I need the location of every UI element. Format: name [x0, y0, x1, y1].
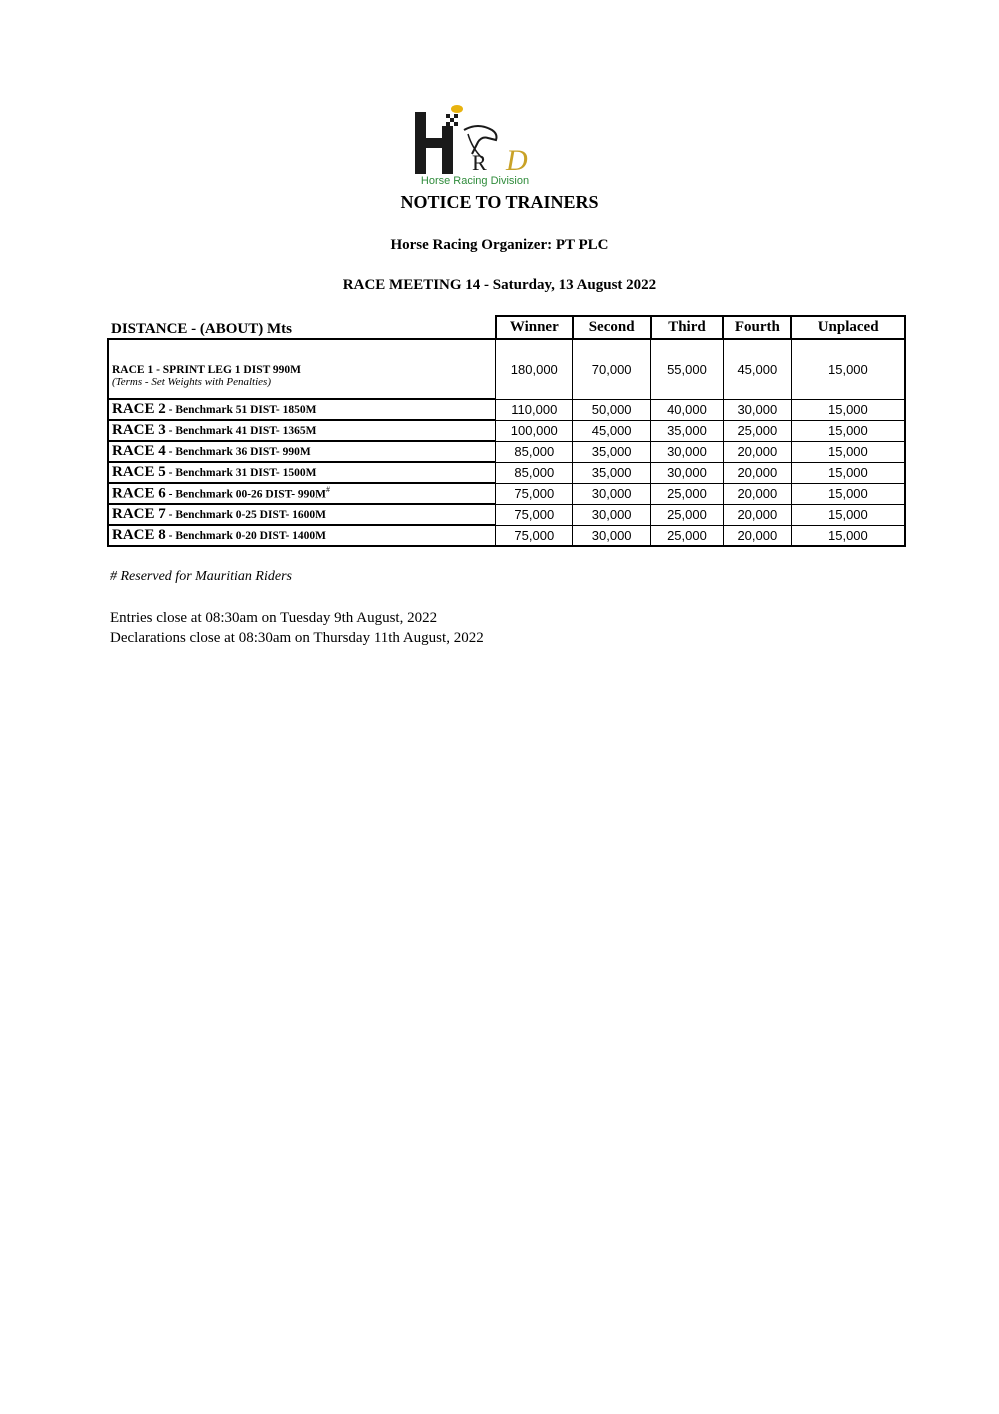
table-row [108, 339, 905, 399]
table-row [108, 399, 905, 420]
race-name-cell [108, 483, 496, 504]
reserved-mark: # [326, 484, 331, 494]
prize-unplaced: 15,000 [791, 462, 905, 483]
table-row [108, 441, 905, 462]
race-description: - Benchmark 0-25 DIST- 1600M [165, 509, 327, 521]
svg-text:D: D [506, 144, 528, 177]
prize-fourth: 20,000 [723, 441, 791, 462]
race-name-cell [108, 462, 496, 483]
prize-third: 40,000 [651, 399, 724, 420]
table-row [108, 525, 905, 546]
prize-winner: 85,000 [496, 462, 573, 483]
prize-unplaced: 15,000 [791, 525, 905, 546]
prize-fourth: 20,000 [723, 462, 791, 483]
race-description: - Benchmark 31 DIST- 1500M [165, 467, 317, 479]
prize-second: 70,000 [573, 339, 651, 399]
organizer-line: Horse Racing Organizer: PT PLC [390, 237, 609, 253]
race-name-cell [108, 339, 496, 399]
page-title: NOTICE TO TRAINERS [400, 192, 599, 212]
prize-unplaced: 15,000 [791, 339, 905, 399]
prize-winner: 100,000 [496, 420, 573, 441]
prize-winner: 110,000 [496, 399, 573, 420]
prize-fourth: 20,000 [723, 504, 791, 525]
col-header-fourth: Fourth [723, 316, 791, 339]
distance-header: DISTANCE - (ABOUT) Mts [111, 321, 292, 337]
race-name-cell [108, 525, 496, 546]
prize-fourth: 20,000 [723, 483, 791, 504]
prize-second: 30,000 [573, 483, 651, 504]
race-number: RACE 8 [112, 527, 166, 543]
prize-second: 45,000 [573, 420, 651, 441]
prize-unplaced: 15,000 [791, 504, 905, 525]
col-header-third: Third [651, 316, 724, 339]
prize-table [107, 315, 906, 547]
col-header-unplaced: Unplaced [791, 316, 905, 339]
prize-unplaced: 15,000 [791, 483, 905, 504]
table-row [108, 420, 905, 441]
prize-winner: 75,000 [496, 504, 573, 525]
race-number: RACE 4 [112, 443, 166, 459]
col-header-winner: Winner [496, 316, 573, 339]
race-description: - Benchmark 00-26 DIST- 990M [165, 488, 327, 501]
prize-unplaced: 15,000 [791, 420, 905, 441]
race-name-cell [108, 441, 496, 462]
prize-second: 50,000 [573, 399, 651, 420]
race-description: - Benchmark 41 DIST- 1365M [165, 425, 317, 437]
table-row [108, 504, 905, 525]
race-name-cell [108, 504, 496, 525]
race-number: RACE 3 [112, 422, 166, 438]
race-description: - Benchmark 36 DIST- 990M [165, 446, 311, 458]
race-1-name: RACE 1 - SPRINT LEG 1 DIST 990M [112, 364, 302, 376]
prize-third: 30,000 [651, 462, 724, 483]
prize-winner: 180,000 [496, 339, 573, 399]
race-name-cell [108, 420, 496, 441]
logo-caption: Horse Racing Division [420, 175, 530, 187]
prize-fourth: 45,000 [723, 339, 791, 399]
prize-second: 30,000 [573, 504, 651, 525]
prize-fourth: 30,000 [723, 399, 791, 420]
race-name-cell [108, 399, 496, 420]
table-row [108, 483, 905, 504]
declarations-close-text: Declarations close at 08:30am on Thursday 11th August, 2022 [110, 630, 484, 646]
race-number: RACE 7 [112, 506, 166, 522]
prize-third: 25,000 [651, 504, 724, 525]
prize-fourth: 25,000 [723, 420, 791, 441]
meeting-line: RACE MEETING 14 - Saturday, 13 August 2022 [342, 277, 657, 293]
svg-text:R: R [472, 150, 487, 175]
table-row [108, 462, 905, 483]
race-description: - Benchmark 51 DIST- 1850M [165, 404, 317, 416]
race-number: RACE 6 [112, 485, 166, 502]
prize-third: 35,000 [651, 420, 724, 441]
prize-second: 35,000 [573, 441, 651, 462]
table-header-row [108, 316, 905, 339]
prize-unplaced: 15,000 [791, 441, 905, 462]
prize-fourth: 20,000 [723, 525, 791, 546]
prize-winner: 75,000 [496, 525, 573, 546]
col-header-second: Second [573, 316, 651, 339]
race-number: RACE 5 [112, 464, 166, 480]
prize-winner: 85,000 [496, 441, 573, 462]
prize-second: 30,000 [573, 525, 651, 546]
prize-third: 55,000 [651, 339, 724, 399]
race-description: - Benchmark 0-20 DIST- 1400M [165, 530, 327, 542]
prize-winner: 75,000 [496, 483, 573, 504]
prize-second: 35,000 [573, 462, 651, 483]
prize-third: 25,000 [651, 525, 724, 546]
prize-third: 30,000 [651, 441, 724, 462]
entries-close-text: Entries close at 08:30am on Tuesday 9th August, 2022 [110, 610, 438, 626]
race-1-terms: (Terms - Set Weights with Penalties) [112, 376, 271, 388]
race-number: RACE 2 [112, 401, 166, 417]
prize-third: 25,000 [651, 483, 724, 504]
reserved-note: # Reserved for Mauritian Riders [110, 569, 292, 584]
prize-unplaced: 15,000 [791, 399, 905, 420]
